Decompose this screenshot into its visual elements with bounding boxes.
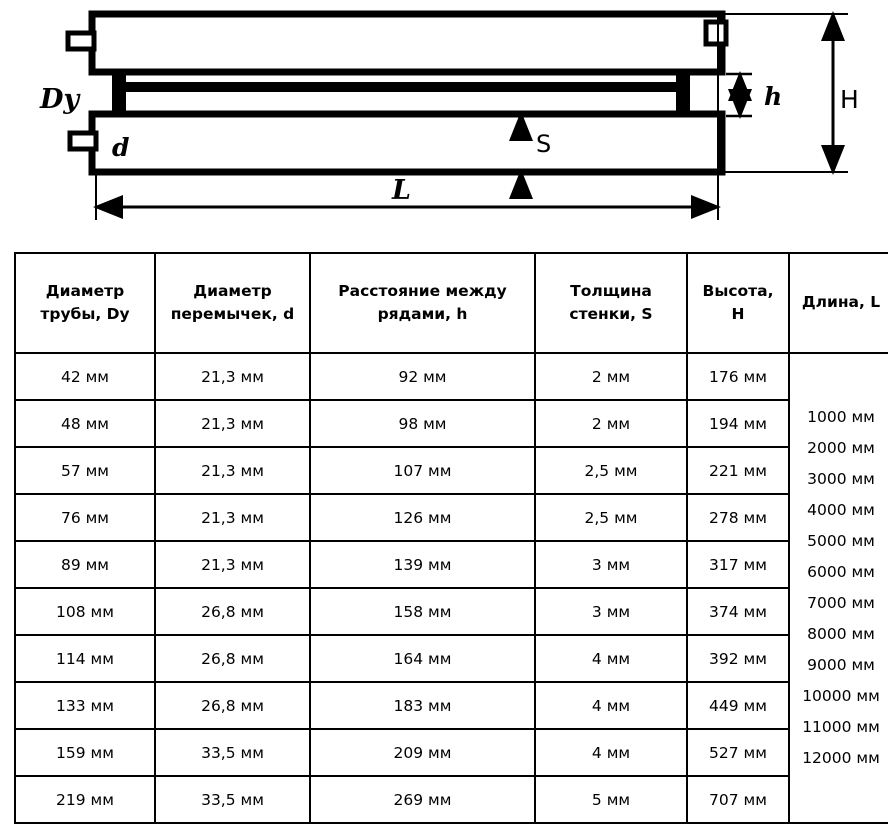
table-row <box>15 635 888 682</box>
label-H: H <box>840 85 859 114</box>
lower-pipe-left-nipple <box>70 133 96 149</box>
cell-diameter-dy: 159 мм <box>15 729 155 776</box>
cell-height-H: 278 мм <box>687 494 789 541</box>
length-option: 6000 мм <box>807 563 875 581</box>
cell-diameter-dy: 108 мм <box>15 588 155 635</box>
cell-diameter-d: 26,8 мм <box>155 635 310 682</box>
length-option: 1000 мм <box>807 408 875 426</box>
header-diameter-d-line2: перемычек, d <box>170 305 295 323</box>
table-header-row <box>15 253 888 353</box>
cell-diameter-dy: 219 мм <box>15 776 155 823</box>
cell-row-spacing-h: 158 мм <box>310 588 535 635</box>
cell-wall-thickness-s: 3 мм <box>535 541 687 588</box>
length-option: 4000 мм <box>807 501 875 519</box>
table-row <box>15 682 888 729</box>
table-row <box>15 541 888 588</box>
cell-row-spacing-h: 126 мм <box>310 494 535 541</box>
cell-wall-thickness-s: 4 мм <box>535 729 687 776</box>
cell-height-H: 176 мм <box>687 353 789 400</box>
bridge-left <box>112 70 126 116</box>
table-body <box>15 353 888 823</box>
label-dy: Dy <box>40 84 80 115</box>
upper-pipe <box>92 14 722 72</box>
cell-height-H: 527 мм <box>687 729 789 776</box>
label-h: h <box>764 82 783 111</box>
length-option: 3000 мм <box>807 470 875 488</box>
cell-diameter-d: 21,3 мм <box>155 447 310 494</box>
label-L: L <box>392 175 411 206</box>
cell-diameter-dy: 48 мм <box>15 400 155 447</box>
cell-row-spacing-h: 92 мм <box>310 353 535 400</box>
cell-diameter-d: 21,3 мм <box>155 400 310 447</box>
cell-height-H: 374 мм <box>687 588 789 635</box>
cell-height-H: 221 мм <box>687 447 789 494</box>
length-option: 2000 мм <box>807 439 875 457</box>
upper-pipe-left-nipple <box>68 33 94 49</box>
upper-pipe-right-nipple <box>706 22 726 44</box>
cell-wall-thickness-s: 4 мм <box>535 682 687 729</box>
cell-diameter-dy: 76 мм <box>15 494 155 541</box>
cell-diameter-d: 33,5 мм <box>155 776 310 823</box>
cell-wall-thickness-s: 2,5 мм <box>535 494 687 541</box>
table-row <box>15 494 888 541</box>
header-diameter-dy-line1: Диаметр <box>45 281 125 300</box>
cell-height-H: 392 мм <box>687 635 789 682</box>
cell-wall-thickness-s: 2 мм <box>535 353 687 400</box>
bridge-web <box>112 82 690 92</box>
label-S: S <box>536 130 552 158</box>
cell-row-spacing-h: 209 мм <box>310 729 535 776</box>
cell-diameter-d: 26,8 мм <box>155 682 310 729</box>
cell-height-H: 194 мм <box>687 400 789 447</box>
cell-row-spacing-h: 164 мм <box>310 635 535 682</box>
cell-length-L-list <box>789 353 888 823</box>
table-row <box>15 353 888 400</box>
cell-diameter-dy: 42 мм <box>15 353 155 400</box>
header-row-spacing-h <box>310 253 535 353</box>
bridge-right <box>676 70 690 116</box>
cell-diameter-dy: 114 мм <box>15 635 155 682</box>
cell-diameter-d: 21,3 мм <box>155 353 310 400</box>
cell-height-H: 449 мм <box>687 682 789 729</box>
cell-wall-thickness-s: 2 мм <box>535 400 687 447</box>
length-option: 7000 мм <box>807 594 875 612</box>
table-row <box>15 588 888 635</box>
header-diameter-d <box>155 253 310 353</box>
table-row <box>15 447 888 494</box>
header-height-H: Высота, H <box>687 253 789 353</box>
header-row-spacing-h-line1: Расстояние между <box>338 281 507 300</box>
cell-diameter-d: 21,3 мм <box>155 541 310 588</box>
register-diagram-svg <box>0 0 888 240</box>
length-option: 5000 мм <box>807 532 875 550</box>
header-diameter-dy <box>15 253 155 353</box>
cell-diameter-dy: 89 мм <box>15 541 155 588</box>
cell-diameter-d: 21,3 мм <box>155 494 310 541</box>
cell-diameter-d: 26,8 мм <box>155 588 310 635</box>
cell-diameter-dy: 133 мм <box>15 682 155 729</box>
cell-wall-thickness-s: 4 мм <box>535 635 687 682</box>
label-d: d <box>112 133 130 162</box>
table-row <box>15 776 888 823</box>
length-option: 8000 мм <box>807 625 875 643</box>
length-option: 9000 мм <box>807 656 875 674</box>
length-option: 12000 мм <box>802 749 880 767</box>
cell-row-spacing-h: 269 мм <box>310 776 535 823</box>
cell-height-H: 707 мм <box>687 776 789 823</box>
cell-wall-thickness-s: 5 мм <box>535 776 687 823</box>
length-option: 11000 мм <box>802 718 880 736</box>
header-wall-thickness-s-line2: стенки, S <box>569 305 653 323</box>
cell-row-spacing-h: 139 мм <box>310 541 535 588</box>
table-row <box>15 400 888 447</box>
cell-wall-thickness-s: 3 мм <box>535 588 687 635</box>
lower-pipe <box>92 114 722 172</box>
header-row-spacing-h-line2: рядами, h <box>377 305 468 323</box>
header-diameter-d-line1: Диаметр <box>193 281 272 300</box>
specification-table <box>14 252 888 824</box>
cell-wall-thickness-s: 2,5 мм <box>535 447 687 494</box>
cell-row-spacing-h: 107 мм <box>310 447 535 494</box>
length-option: 10000 мм <box>802 687 880 705</box>
header-wall-thickness-s-line1: Толщина <box>570 281 652 300</box>
cell-height-H: 317 мм <box>687 541 789 588</box>
header-length-L: Длина, L <box>789 253 888 353</box>
register-diagram <box>0 0 888 240</box>
cell-diameter-d: 33,5 мм <box>155 729 310 776</box>
header-diameter-dy-line2: трубы, Dy <box>40 305 130 323</box>
cell-diameter-dy: 57 мм <box>15 447 155 494</box>
cell-row-spacing-h: 98 мм <box>310 400 535 447</box>
cell-row-spacing-h: 183 мм <box>310 682 535 729</box>
header-wall-thickness-s <box>535 253 687 353</box>
table-header <box>15 253 888 353</box>
table-row <box>15 729 888 776</box>
